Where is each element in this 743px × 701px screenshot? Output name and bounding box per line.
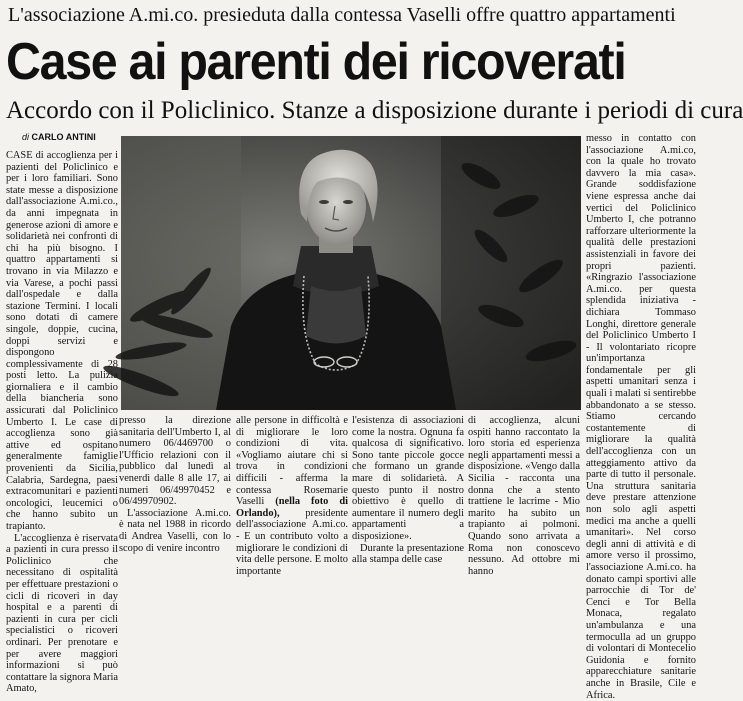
byline-author: CARLO ANTINI	[31, 132, 96, 142]
article-photo	[121, 136, 581, 410]
article-column-6	[586, 133, 696, 701]
article-kicker: L'associazione A.mi.co. presieduta dalla contessa Vaselli offre quattro appartamenti	[8, 4, 676, 26]
paragraph: L'accoglienza è riservata a pazienti in cura presso il Policlinico che necessitano di ospitalità per effettuare prestazioni o cicli di ricoveri in day hospital e a parenti di pazienti in cura per cicli specialistici o ricoveri ordinari. Per prenotare e per avere maggiori informazioni si può contattare la signora Maria Amato,	[6, 532, 118, 695]
paragraph: l'esistenza di associazioni come la nostra. Ognuna fa qualcosa di significativo. Sono tante piccole gocce che formano un grande mare di solidarietà. A questo punto il nostro obiettivo è quello di aumentare il numero degli appartamenti a disposizione».	[352, 415, 464, 542]
article-column-4	[352, 415, 464, 566]
paragraph: CASE di accoglienza per i pazienti del Policlinico e per i loro familiari. Sono state messe a disposizione dall'associazione A.mi.co., da anni impegnata in generose azioni di amore e solidarietà nei confronti di chi ha più bisogno. I quattro appartamenti si trovano in via Milazzo e via Varese, a pochi passi dall'ospedale e dalla stazione Termini. I locali sono dotati di camere singole, doppie, cucina, doppi servizi e dispongono complessivamente di 28 posti letto. La pulizia giornaliera e il cambio della biancheria sono assicurati dal Policlinico Umberto I. Le case di accoglienza sono già attive ed ospitano generalmente famiglie provenienti da Sicilia, Calabria, Sardegna, paesi extracomunitari e pazienti oncologici, leucemici o che hanno subito un trapianto.	[6, 150, 118, 532]
paragraph: Durante la presentazione alla stampa delle case	[352, 542, 464, 566]
paragraph-text: presidente dell'associazione A.mi.co. - E un contributo volto a migliorare le condizioni di vita delle persone. E molto importante	[236, 507, 348, 577]
article-headline: Case ai parenti dei ricoverati	[6, 33, 626, 91]
paragraph	[236, 415, 348, 577]
article-subhead: Accordo con il Policlinico. Stanze a disposizione durante i periodi di cura	[6, 97, 743, 124]
paragraph: messo in contatto con l'associazione A.mi.co, con la quale ho trovato davvero la mia casa». Grande soddisfazione viene espressa anche dai vertici del Policlinico Umberto I, che potranno rafforzare ulteriormente la qualità delle prestazioni assistenziali in favore dei propri pazienti. «Ringrazio l'associazione A.mi.co. per questa splendida iniziativa - dichiara Tommaso Longhi, direttore generale del Policlinico Umberto I - Il volontariato ricopre un'importanza fondamentale per gli aspetti umanitari senza i quali i malati si sentirebbe abbandonato a se stesso. Stiamo cercando costantemente di migliorare la qualità dell'accoglienza con un atteggiamento attivo da parte di tutto il personale. Una struttura sanitaria deve prestare attenzione non solo agli aspetti medici ma anche a quelli umanitari». Nel corso degli anni di attività e di amore verso il prossimo, l'associazione A.mi.co. ha donato campi sportivi alle parrocchie di Tor de' Cenci e Tor Bella Monaca, regalato un'ambulanza e una termoculla ad un gruppo di volontari di Montecelio Guidonia e fornito apparecchiature sanitarie anche in Brasile, Cile e Africa.	[586, 133, 696, 701]
paragraph: presso la direzione sanitaria dell'Umberto I, al numero 06/4469700 o l'Ufficio relazioni con il pubblico dal lunedì al venerdì dalle 8 alle 17, ai numeri 06/49970452 e 06/49970902.	[119, 415, 231, 508]
article-column-5	[468, 415, 580, 577]
byline-prefix: di	[22, 132, 30, 142]
article-column-2	[119, 415, 231, 554]
article-column-3	[236, 415, 348, 577]
article-column-1	[6, 150, 118, 695]
paragraph: L'associazione A.mi.co. è nata nel 1988 in ricordo di Andrea Vaselli, con lo scopo di venire incontro	[119, 507, 231, 554]
photo-credit: (nella foto di Orlando),	[236, 496, 348, 519]
portrait-illustration	[121, 136, 581, 410]
paragraph: di accoglienza, alcuni ospiti hanno raccontato la loro storia ed esperienza negli appartamenti messi a disposizione. «Vengo dalla Sicilia - racconta una donna che a stento trattiene le lacrime - Mio marito ha subito un trapianto ai polmoni. Quando sono arrivata a Roma non conoscevo nessuno. Ad ottobre mi hanno	[468, 415, 580, 577]
byline	[22, 131, 96, 143]
paragraph-text: alle persone in difficoltà e di migliorare le loro condizioni di vita. «Vogliamo aiutare chi si trova in condizioni difficili - afferma la contessa Rosemarie Vaselli	[236, 415, 348, 508]
